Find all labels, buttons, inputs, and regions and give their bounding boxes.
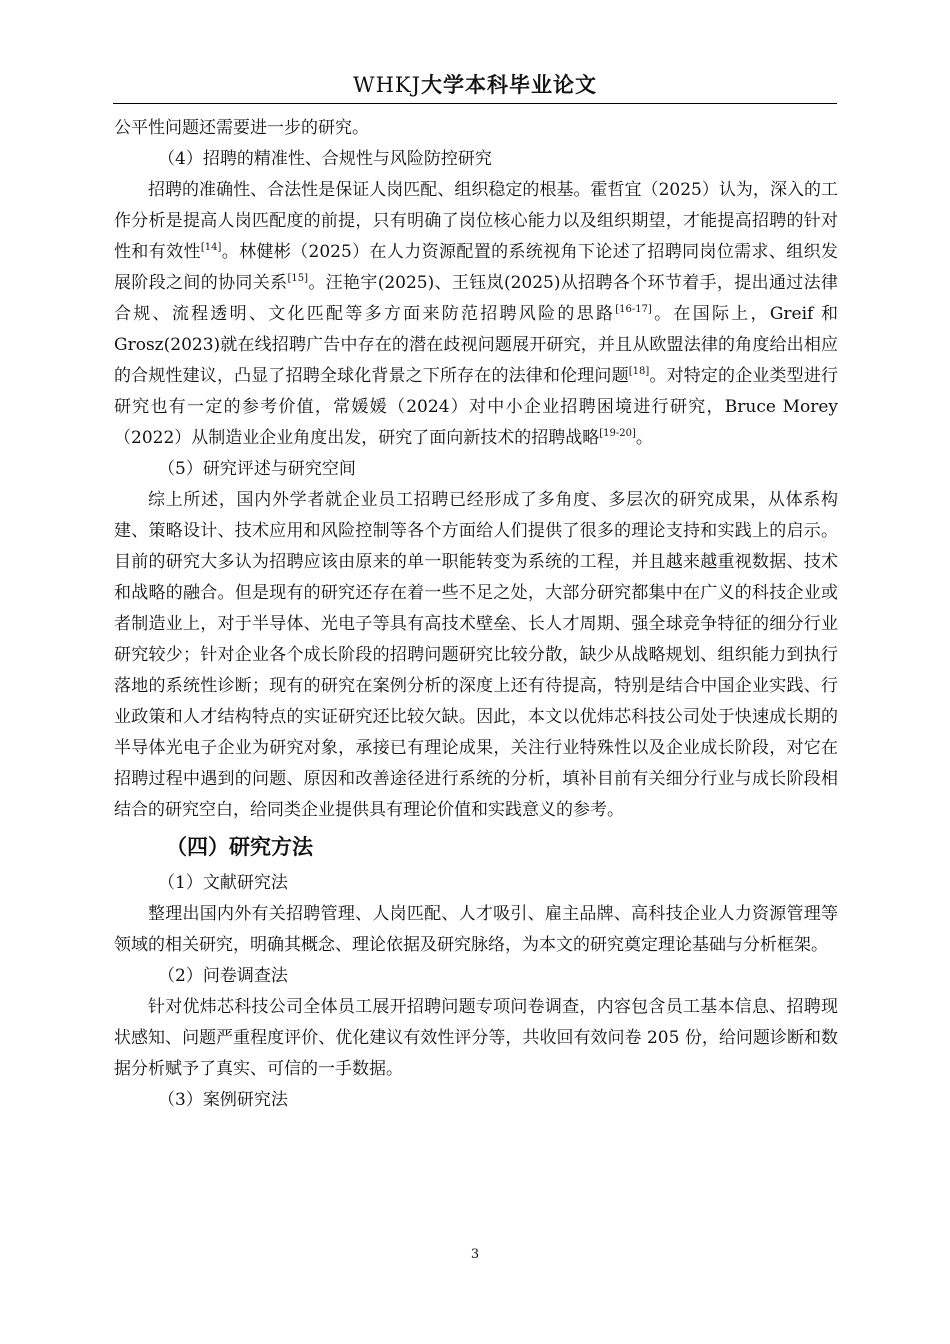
citation-19-20: [19-20] (599, 428, 636, 439)
citation-15: [15] (287, 273, 308, 284)
paragraph-method-2: 针对优炜芯科技公司全体员工展开招聘问题专项问卷调查，内容包含员工基本信息、招聘现状感知、问题严重程度评价、优化建议有效性评分等，共收回有效问卷 205 份，给问题诊断和数据分析赋予了真实、可信的一手数据。 (114, 997, 838, 1079)
text-run: 招聘的准确性、合法性是保证人岗匹配、组织稳定的根基。霍哲宜（2025）认为，深入的工作分析是提高人岗匹配度的前提，只有明确了岗位核心能力以及组织期望，才能提高招聘的针对性和有效性 (114, 180, 838, 262)
document-body (114, 113, 838, 1116)
citation-16-17: [16-17] (615, 304, 652, 315)
paragraph-method-1: 整理出国内外有关招聘管理、人岗匹配、人才吸引、雇主品牌、高科技企业人力资源管理等领域的相关研究，明确其概念、理论依据及研究脉络，为本文的研究奠定理论基础与分析框架。 (114, 904, 838, 955)
text-run: 。对特定的企业类型进行研究也有一定的参考价值，常媛媛（2024）对中小企业招聘困境进行研究，Bruce Morey（2022）从制造业企业角度出发，研究了面向新技术的招聘战略 (114, 366, 839, 448)
citation-14: [14] (200, 242, 222, 253)
page-header (113, 70, 837, 100)
header-rule (113, 103, 837, 104)
page-number: 3 (470, 1247, 480, 1262)
subheading-method-2: （2）问卷调查法 (158, 966, 288, 986)
subheading-5: （5）研究评述与研究空间 (158, 459, 356, 479)
paragraph-continuation: 公平性问题还需要进一步的研究。 (114, 118, 369, 138)
subheading-method-1: （1）文献研究法 (158, 873, 288, 893)
subheading-method-3: （3）案例研究法 (158, 1090, 288, 1110)
citation-18: [18] (628, 366, 650, 377)
text-run: 。汪艳宇(2025)、王钰岚(2025)从招聘各个环节着手，提出通过法律合规、流程透明、文化匹配等多方面来防范招聘风险的思路 (114, 273, 839, 324)
text-run: 。 (635, 428, 653, 448)
header-title: 大学本科毕业论文 (421, 73, 597, 97)
paragraph-review: 综上所述，国内外学者就企业员工招聘已经形成了多角度、多层次的研究成果，从体系构建、策略设计、技术应用和风险控制等各个方面给人们提供了很多的理论支持和实践上的启示。目前的研究大多认为招聘应该由原来的单一职能转变为系统的工程，并且越来越重视数据、技术和战略的融合。但是现有的研究还存在着一些不足之处，大部分研究都集中在广义的科技企业或者制造业上，对于半导体、光电子等具有高技术壁垒、长人才周期、强全球竞争特征的细分行业研究较少；针对企业各个成长阶段的招聘问题研究比较分散，缺少从战略规划、组织能力到执行落地的系统性诊断；现有的研究在案例分析的深度上还有待提高，特别是结合中国企业实践、行业政策和人才结构特点的实证研究还比较欠缺。因此，本文以优炜芯科技公司处于快速成长期的半导体光电子企业为研究对象，承接已有理论成果，关注行业特殊性以及企业成长阶段，对它在招聘过程中遇到的问题、原因和改善途径进行系统的分析，填补目前有关细分行业与成长阶段相结合的研究空白，给同类企业提供具有理论价值和实践意义的参考。 (114, 490, 838, 820)
header-code: WHKJ (352, 73, 421, 97)
text-run: 。在国际上，Greif 和 Grosz(2023)就在线招聘广告中存在的潜在歧视问题展开研究，并且从欧盟法律的角度给出相应的合规性建议，凸显了招聘全球化背景之下所存在的法律和伦理问题 (114, 304, 838, 386)
text-run: 。林健彬（2025）在人力资源配置的系统视角下论述了招聘同岗位需求、组织发展阶段之间的协同关系 (114, 242, 839, 293)
paragraph-recruitment-risk (114, 175, 838, 454)
subheading-4: （4）招聘的精准性、合规性与风险防控研究 (158, 149, 492, 169)
section-heading-methods: （四）研究方法 (166, 835, 313, 859)
